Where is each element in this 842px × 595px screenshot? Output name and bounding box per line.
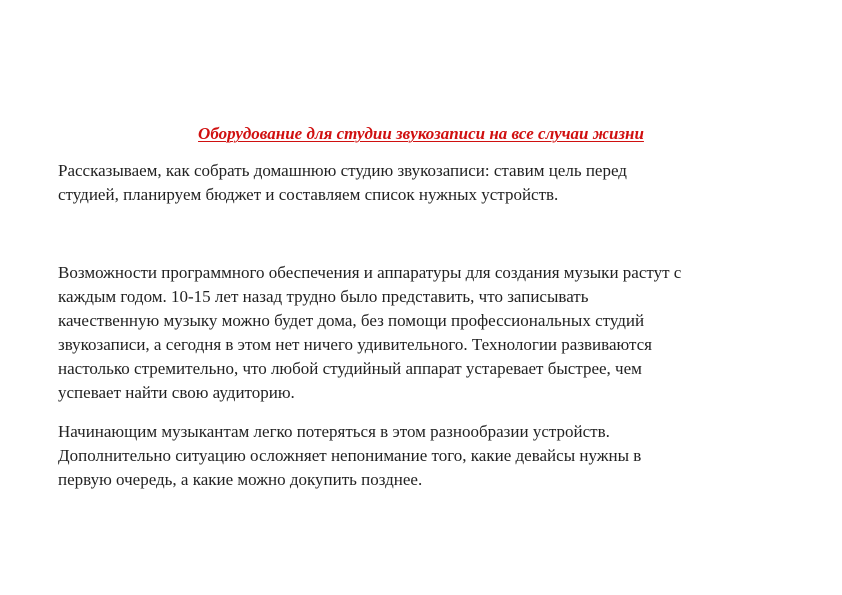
article-title-link[interactable]: Оборудование для студии звукозаписи на все случаи жизни <box>198 124 644 143</box>
body-paragraph-2: Начинающим музыкантам легко потеряться в этом разнообразии устройств. Дополнительно ситуацию осложняет непонимание того, какие девайсы нужны в первую очередь, а какие можно докупить позднее. <box>58 422 642 489</box>
intro-paragraph: Рассказываем, как собрать домашнюю студию звукозаписи: ставим цель перед студией, планируем бюджет и составляем список нужных устройств. <box>58 161 627 204</box>
body-paragraph-1: Возможности программного обеспечения и аппаратуры для создания музыки растут с каждым годом. 10-15 лет назад трудно было представить, что записывать качественную музыку можно будет дома, без помощи профессиональных студий звукозаписи, а сегодня в этом нет ничего удивительного. Технологии развиваются настолько стремительно, что любой студийный аппарат устаревает быстрее, чем успевает найти свою аудиторию. <box>58 263 682 402</box>
